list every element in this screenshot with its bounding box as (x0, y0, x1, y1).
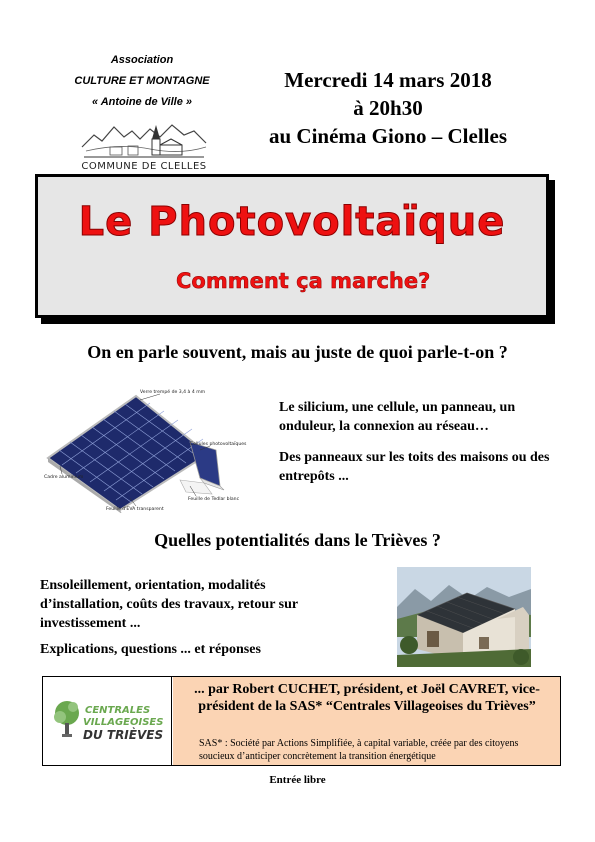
association-label: Association (110, 54, 174, 66)
centrales-villageoises-logo (43, 677, 172, 765)
section1-paragraph1: Le silicium, une cellule, un panneau, un onduleur, la connexion au réseau… (279, 400, 516, 434)
section2-paragraph2: Explications, questions ... et réponses (40, 642, 261, 657)
section2-paragraph1: Ensoleillement, orientation, modalités d’installation, coûts des travaux, retour sur investissement ... (40, 578, 298, 631)
section2-question: Quelles potentialités dans le Trièves ? (154, 530, 441, 550)
label-frame: Cadre aluminium (44, 475, 84, 480)
title-box (35, 174, 549, 318)
logo-line-3: DU TRIÈVES (83, 728, 164, 742)
footer-box (42, 676, 561, 766)
house-solar-roof-photo (397, 567, 531, 667)
presenter-text: ... par Robert CUCHET, président, et Joël CAVRET, vice-président de la SAS* “Centrales Villageoises du Trièves” (194, 682, 540, 714)
commune-logo (80, 117, 208, 173)
event-time: à 20h30 (353, 96, 423, 120)
association-block (62, 50, 222, 113)
association-subname: « Antoine de Ville » (91, 96, 193, 108)
entry-free: Entrée libre (269, 774, 326, 786)
logo-line-1: CENTRALES (85, 705, 151, 716)
association-name: CULTURE ET MONTAGNE (74, 75, 210, 87)
event-info (238, 66, 538, 150)
label-tedlar: Feuille de Tedlar blanc (188, 497, 240, 502)
label-glass: Verre trempé de 3,4 à 4 mm (140, 390, 206, 395)
event-date: Mercredi 14 mars 2018 (284, 68, 492, 92)
presenter-panel (173, 677, 560, 765)
label-eva: Feuille d'EVA transparent (106, 507, 164, 512)
section1-paragraph2: Des panneaux sur les toits des maisons ou des entrepôts ... (279, 450, 550, 484)
commune-logo-text: COMMUNE DE CLELLES (81, 161, 207, 172)
logo-line-2: VILLAGEOISES (83, 717, 164, 728)
label-cells: Cellules photovoltaïques (190, 442, 247, 447)
tree-bulb-icon (54, 701, 79, 737)
section1-question: On en parle souvent, mais au juste de quoi parle-t-on ? (87, 342, 508, 362)
solar-panel-diagram (40, 388, 270, 513)
sas-note: SAS* : Société par Actions Simplifiée, à capital variable, créée par des citoyens soucieux d’anticiper concrètement la transition énergétique (199, 738, 519, 762)
main-title: Le Photovoltaïque (78, 199, 506, 245)
subtitle: Comment ça marche? (176, 269, 431, 293)
event-venue: au Cinéma Giono – Clelles (268, 124, 507, 148)
